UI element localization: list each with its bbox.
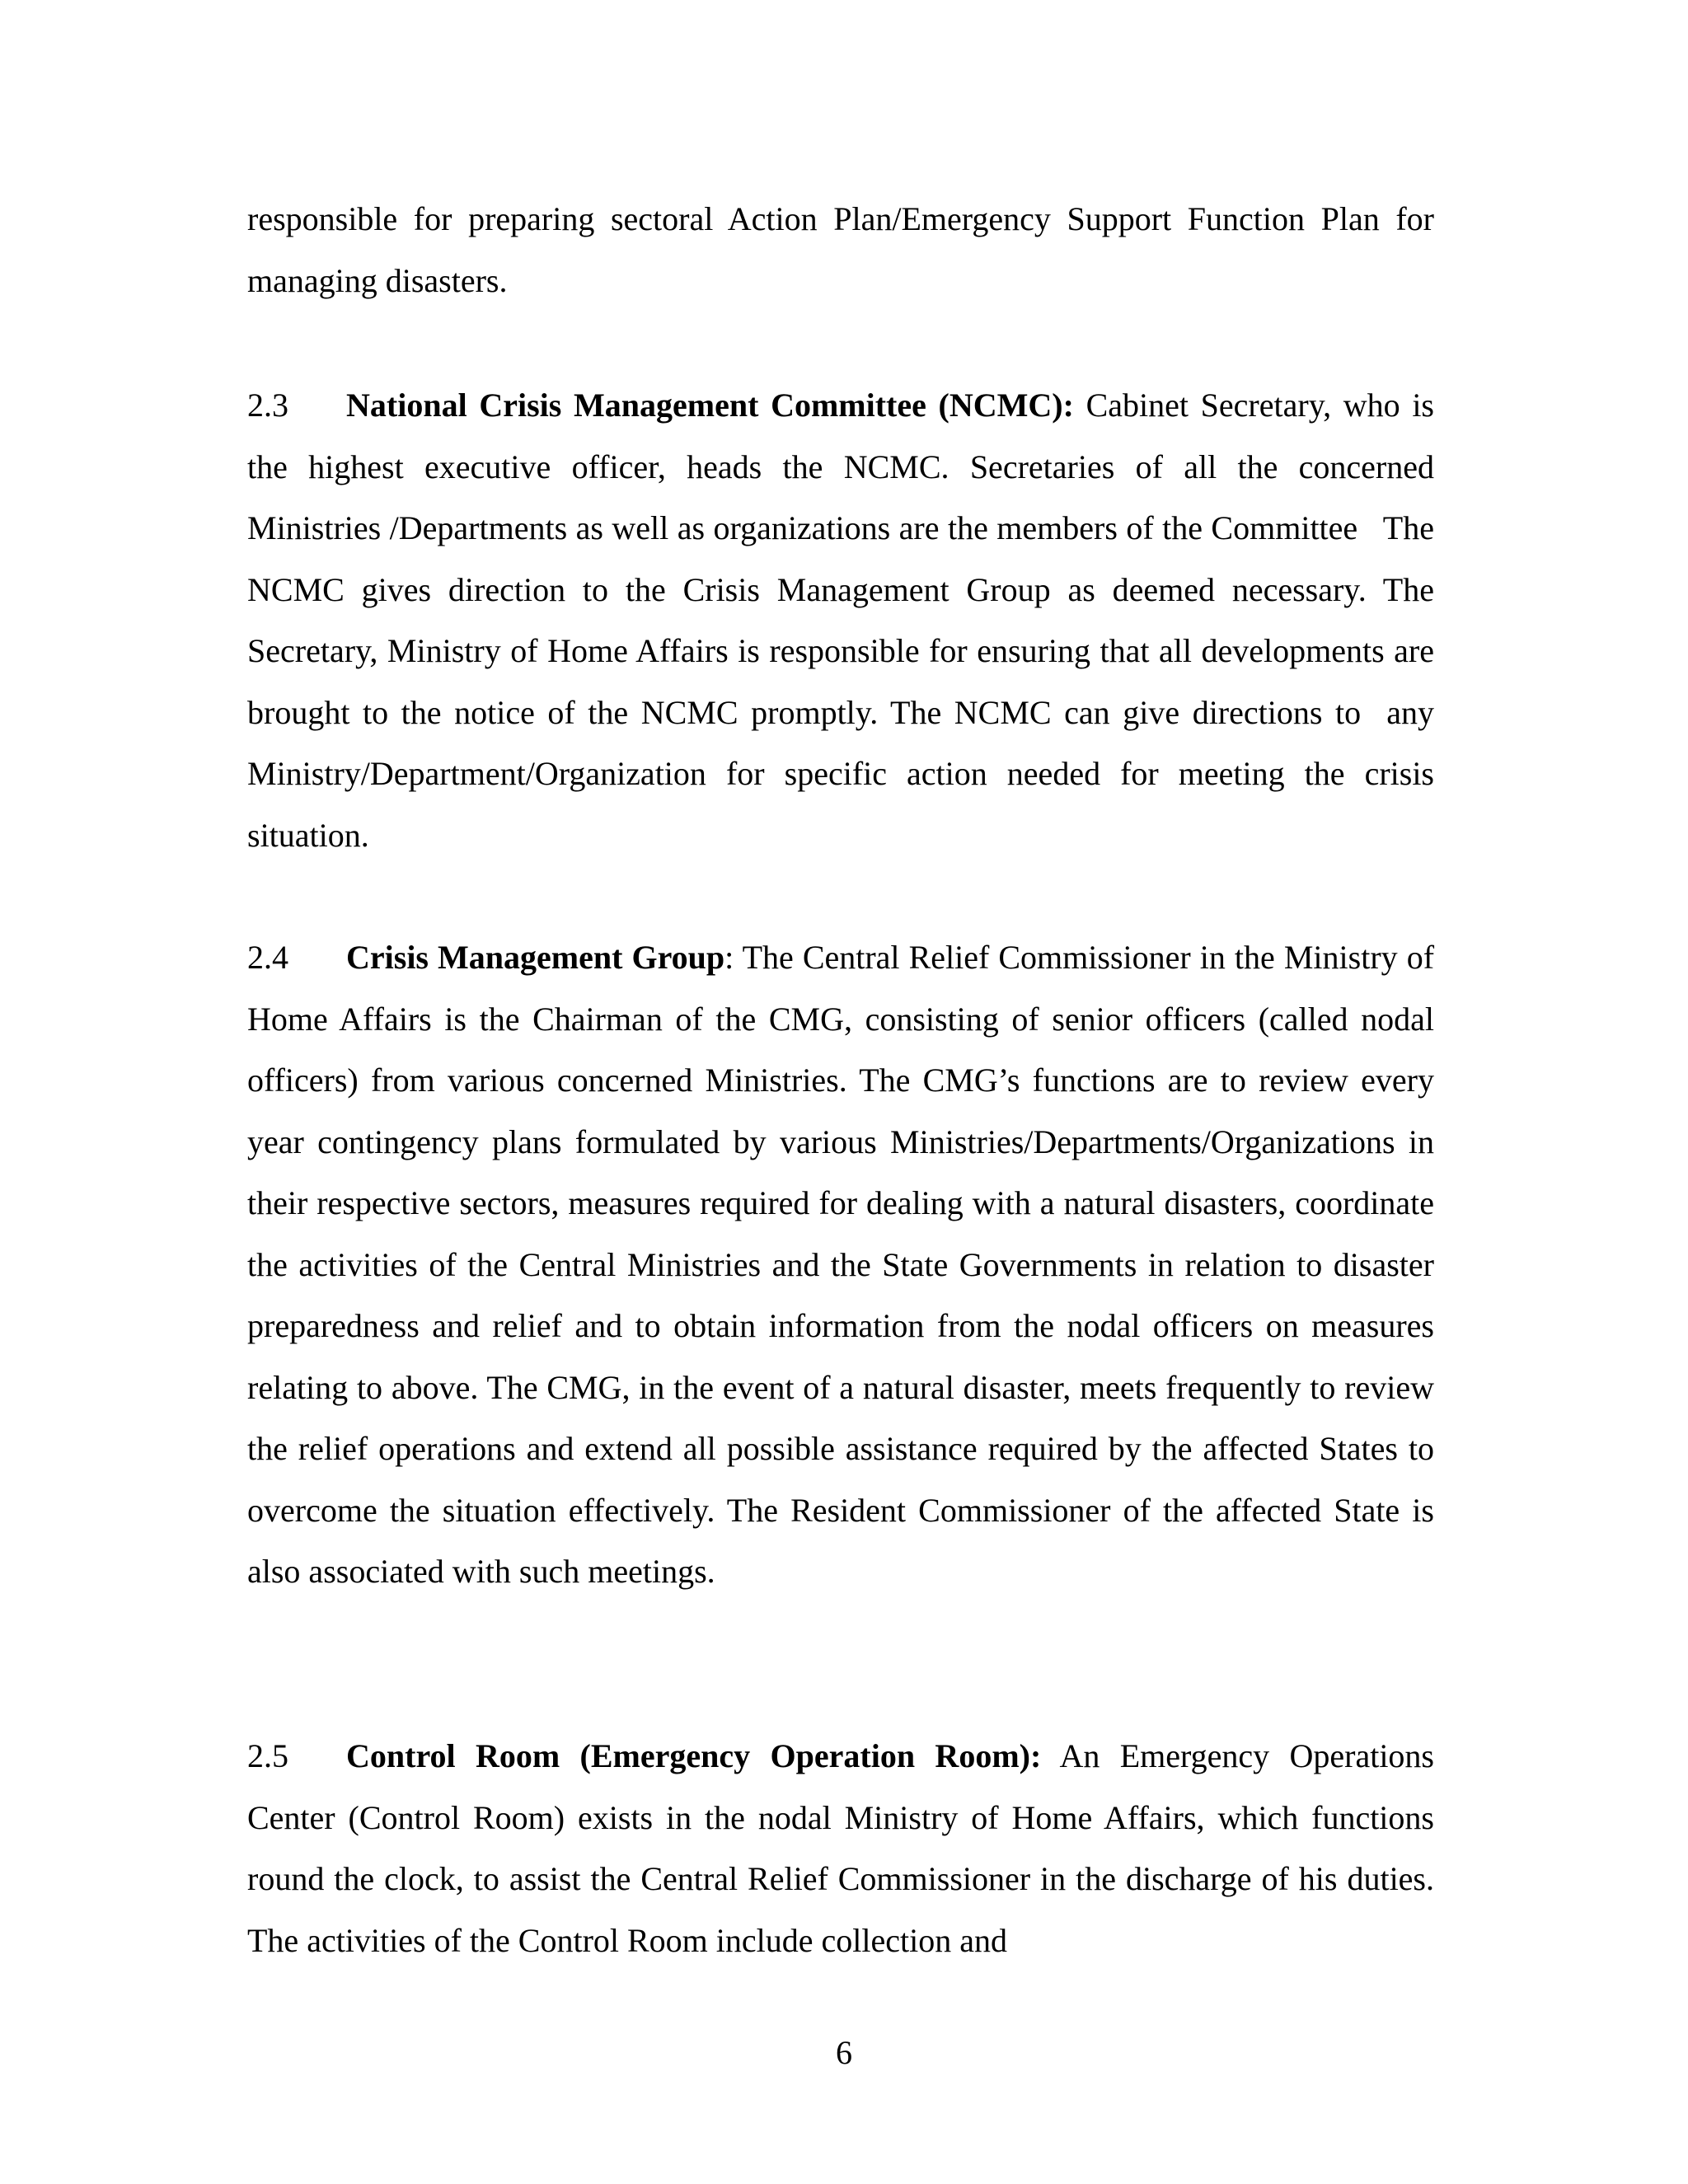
section-2-4-paragraph — [247, 927, 1434, 1603]
continuation-text: responsible for preparing sectoral Action Plan/Emergency Support Function Plan for managing disasters. — [247, 200, 1434, 299]
section-body: : The Central Relief Commissioner in the Ministry of Home Affairs is the Chairman of the CMG, consisting of senior officers (called nodal officers) from various concerned Ministries. The CMG’s functions are to review every year contingency plans formulated by various Ministries/Departments/Organizations in their respective sectors, measures required for dealing with a natural disasters, coordinate the activities of the Central Ministries and the State Governments in relation to disaster preparedness and relief and to obtain information from the nodal officers on measures relating to above. The CMG, in the event of a natural disaster, meets frequently to review the relief operations and extend all possible assistance required by the affected States to overcome the situation effectively. The Resident Commissioner of the affected State is also associated with such meetings. — [247, 939, 1435, 1590]
section-heading: Crisis Management Group — [346, 939, 725, 976]
section-heading: National Crisis Management Committee (NCMC): — [346, 387, 1074, 424]
section-number: 2.4 — [247, 939, 288, 976]
section-2-5-paragraph — [247, 1726, 1434, 1971]
section-2-3-paragraph — [247, 375, 1442, 866]
section-heading: Control Room (Emergency Operation Room): — [346, 1737, 1042, 1774]
section-number: 2.3 — [247, 387, 288, 424]
page-number: 6 — [836, 2034, 852, 2071]
section-body: An Emergency Operations Center (Control Room) exists in the nodal Ministry of Home Affairs, which functions round the clock, to assist the Central Relief Commissioner in the discharge of his duties. The activities of the Control Room include collection and — [247, 1737, 1434, 1959]
section-body: Cabinet Secretary, who is the highest executive officer, heads the NCMC. Secretaries of all the concerned Ministries /Departments as well as organizations are the members of the Committee The NCMC gives direction to the Crisis Management Group as deemed necessary. The Secretary, Ministry of Home Affairs is responsible for ensuring that all developments are brought to the notice of the NCMC promptly. The NCMC can give directions to any Ministry/Department/Organization for specific action needed for meeting the crisis situation. — [247, 387, 1442, 854]
continuation-paragraph — [247, 189, 1434, 312]
section-number: 2.5 — [247, 1737, 288, 1774]
